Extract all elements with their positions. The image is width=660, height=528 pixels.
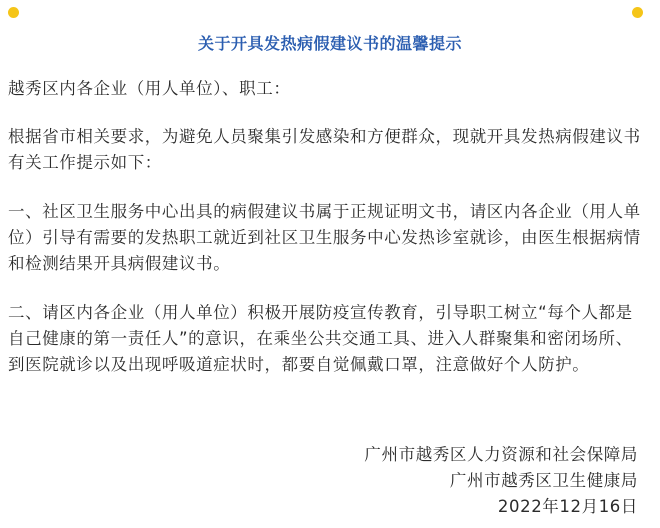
greeting-line: 越秀区内各企业（用人单位）、职工： xyxy=(8,79,291,98)
notice-body xyxy=(8,76,648,401)
issuer-health-bureau: 广州市越秀区卫生健康局 xyxy=(449,471,638,490)
decorative-dot-left xyxy=(8,7,19,18)
decorative-dot-right xyxy=(632,7,643,18)
issuer-hrss-bureau: 广州市越秀区人力资源和社会保障局 xyxy=(364,445,638,464)
intro-paragraph: 根据省市相关要求，为避免人员聚集引发感染和方便群众，现就开具发热病假建议书有关工作提示如下： xyxy=(8,127,641,172)
item-paragraph-2: 二、请区内各企业（用人单位）积极开展防疫宣传教育，引导职工树立“每个人都是自己健康的第一责任人”的意识，在乘坐公共交通工具、进入人群聚集和密闭场所、到医院就诊以及出现呼吸道症状时，都要自觉佩戴口罩，注意做好个人防护。 xyxy=(8,303,633,374)
notice-title: 关于开具发热病假建议书的温馨提示 xyxy=(197,34,462,53)
issue-date: 2022年12月16日 xyxy=(497,497,638,516)
item-paragraph-1: 一、社区卫生服务中心出具的病假建议书属于正规证明文书，请区内各企业（用人单位）引导有需要的发热职工就近到社区卫生服务中心发热诊室就诊，由医生根据病情和检测结果开具病假建议书。 xyxy=(8,202,641,273)
signature-block xyxy=(364,442,638,520)
